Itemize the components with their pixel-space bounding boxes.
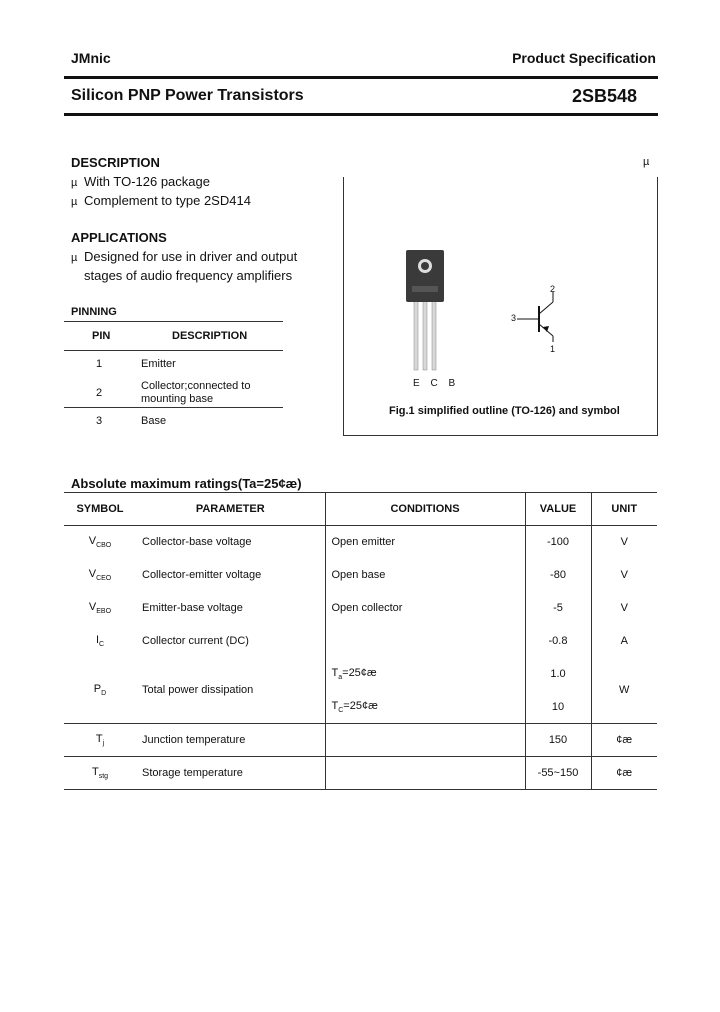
- value-cell: 10: [525, 691, 591, 724]
- pinning-rule: [64, 321, 283, 322]
- conditions-cell: $T_a=25¢æ$: [325, 658, 525, 691]
- table-row: [64, 592, 657, 625]
- parameter-cell: Storage temperature: [136, 757, 325, 790]
- value-cell: 1.0: [525, 658, 591, 691]
- applications-text: Designed for use in driver and output: [84, 249, 298, 264]
- bullet-icon: µ: [71, 177, 78, 189]
- ratings-table: [64, 492, 657, 790]
- header-parameter: PARAMETER: [136, 493, 325, 526]
- parameter-cell: Collector-emitter voltage: [142, 569, 262, 581]
- value-cell: -80: [525, 559, 591, 592]
- description-heading: DESCRIPTION: [71, 155, 160, 170]
- value-cell: -55~150: [525, 757, 591, 790]
- parameter-cell: Total power dissipation: [136, 658, 325, 724]
- value-cell: -100: [525, 526, 591, 559]
- doc-type: Product Specification: [512, 50, 656, 66]
- symbol-cell: $V_{CEO}$: [88, 567, 112, 583]
- title-rule: [64, 113, 658, 116]
- symbol-label-2: 2: [550, 284, 556, 294]
- ratings-title: Absolute maximum ratings(Ta=25¢æ): [71, 476, 302, 491]
- parameter-cell: Collector current (DC): [142, 635, 249, 647]
- value-cell: 150: [525, 724, 591, 757]
- symbol-cell: $V_{CBO}$: [88, 535, 112, 550]
- header-rule: [64, 76, 658, 79]
- corner-mark: µ: [643, 156, 650, 168]
- pin-letters: E C B: [413, 378, 460, 389]
- description-text: Complement to type 2SD414: [84, 193, 251, 208]
- pinning-rule: [64, 407, 283, 408]
- table-row: [64, 559, 657, 592]
- symbol-cell: $T_j$: [64, 724, 136, 757]
- bullet-icon: µ: [71, 252, 78, 264]
- pin-number: 2: [96, 387, 103, 399]
- to126-package-image: [400, 248, 450, 373]
- header-conditions: CONDITIONS: [325, 493, 525, 526]
- brand-name: JMnic: [71, 50, 111, 66]
- figure-caption: Fig.1 simplified outline (TO-126) and symbol: [389, 405, 620, 417]
- bullet-icon: µ: [71, 196, 78, 208]
- pinning-rule: [64, 350, 283, 351]
- table-row: [64, 658, 657, 691]
- figure-box: [343, 177, 658, 436]
- description-text: With TO-126 package: [84, 174, 210, 189]
- symbol-label-1: 1: [550, 344, 556, 354]
- symbol-cell: $I_C$: [95, 633, 105, 649]
- description-item: [71, 174, 210, 189]
- unit-cell: ¢æ: [591, 757, 657, 790]
- pin-description: Base: [141, 415, 167, 427]
- conditions-cell: [325, 724, 525, 757]
- conditions-cell: Open emitter: [325, 526, 525, 559]
- pin-description: Emitter: [141, 358, 176, 370]
- pin-description-cont: mounting base: [141, 393, 214, 405]
- pin-description: Collector;connected to: [141, 380, 251, 392]
- applications-heading: APPLICATIONS: [71, 230, 167, 245]
- conditions-cell: [325, 625, 525, 658]
- table-header-row: [64, 493, 657, 526]
- pin-number: 3: [96, 415, 103, 427]
- symbol-cell: $P_D$: [64, 658, 136, 724]
- value-cell: -5: [525, 592, 591, 625]
- unit-cell: W: [591, 658, 657, 724]
- unit-cell: A: [591, 625, 657, 658]
- conditions-cell: Open base: [325, 559, 525, 592]
- conditions-cell: $T_C=25¢æ$: [325, 691, 525, 724]
- parameter-cell: Emitter-base voltage: [142, 602, 243, 614]
- unit-cell: ¢æ: [591, 724, 657, 757]
- symbol-cell: $T_{stg}$: [64, 757, 136, 790]
- unit-cell: V: [591, 592, 657, 625]
- symbol-cell: $V_{EBO}$: [88, 600, 112, 616]
- header-value: VALUE: [525, 493, 591, 526]
- pin-column-header: PIN: [92, 330, 111, 342]
- table-row: [64, 625, 657, 658]
- table-row: [64, 526, 657, 559]
- pinning-heading: PINNING: [71, 306, 117, 318]
- pin-number: 1: [96, 358, 103, 370]
- applications-item: [71, 249, 297, 264]
- table-row: [64, 757, 657, 790]
- value-cell: -0.8: [525, 625, 591, 658]
- page-title: Silicon PNP Power Transistors: [71, 87, 304, 104]
- description-item: [71, 193, 251, 208]
- applications-text-cont: stages of audio frequency amplifiers: [84, 268, 293, 283]
- unit-cell: V: [591, 559, 657, 592]
- part-number: 2SB548: [571, 86, 637, 106]
- parameter-cell: Collector-base voltage: [142, 536, 252, 549]
- header-symbol: SYMBOL: [64, 493, 136, 526]
- parameter-cell: Junction temperature: [136, 724, 325, 757]
- symbol-label-3: 3: [511, 313, 517, 323]
- conditions-cell: Open collector: [325, 592, 525, 625]
- header-unit: UNIT: [591, 493, 657, 526]
- conditions-cell: [325, 757, 525, 790]
- unit-cell: V: [591, 526, 657, 559]
- pin-description-header: DESCRIPTION: [172, 330, 248, 342]
- table-row: [64, 724, 657, 757]
